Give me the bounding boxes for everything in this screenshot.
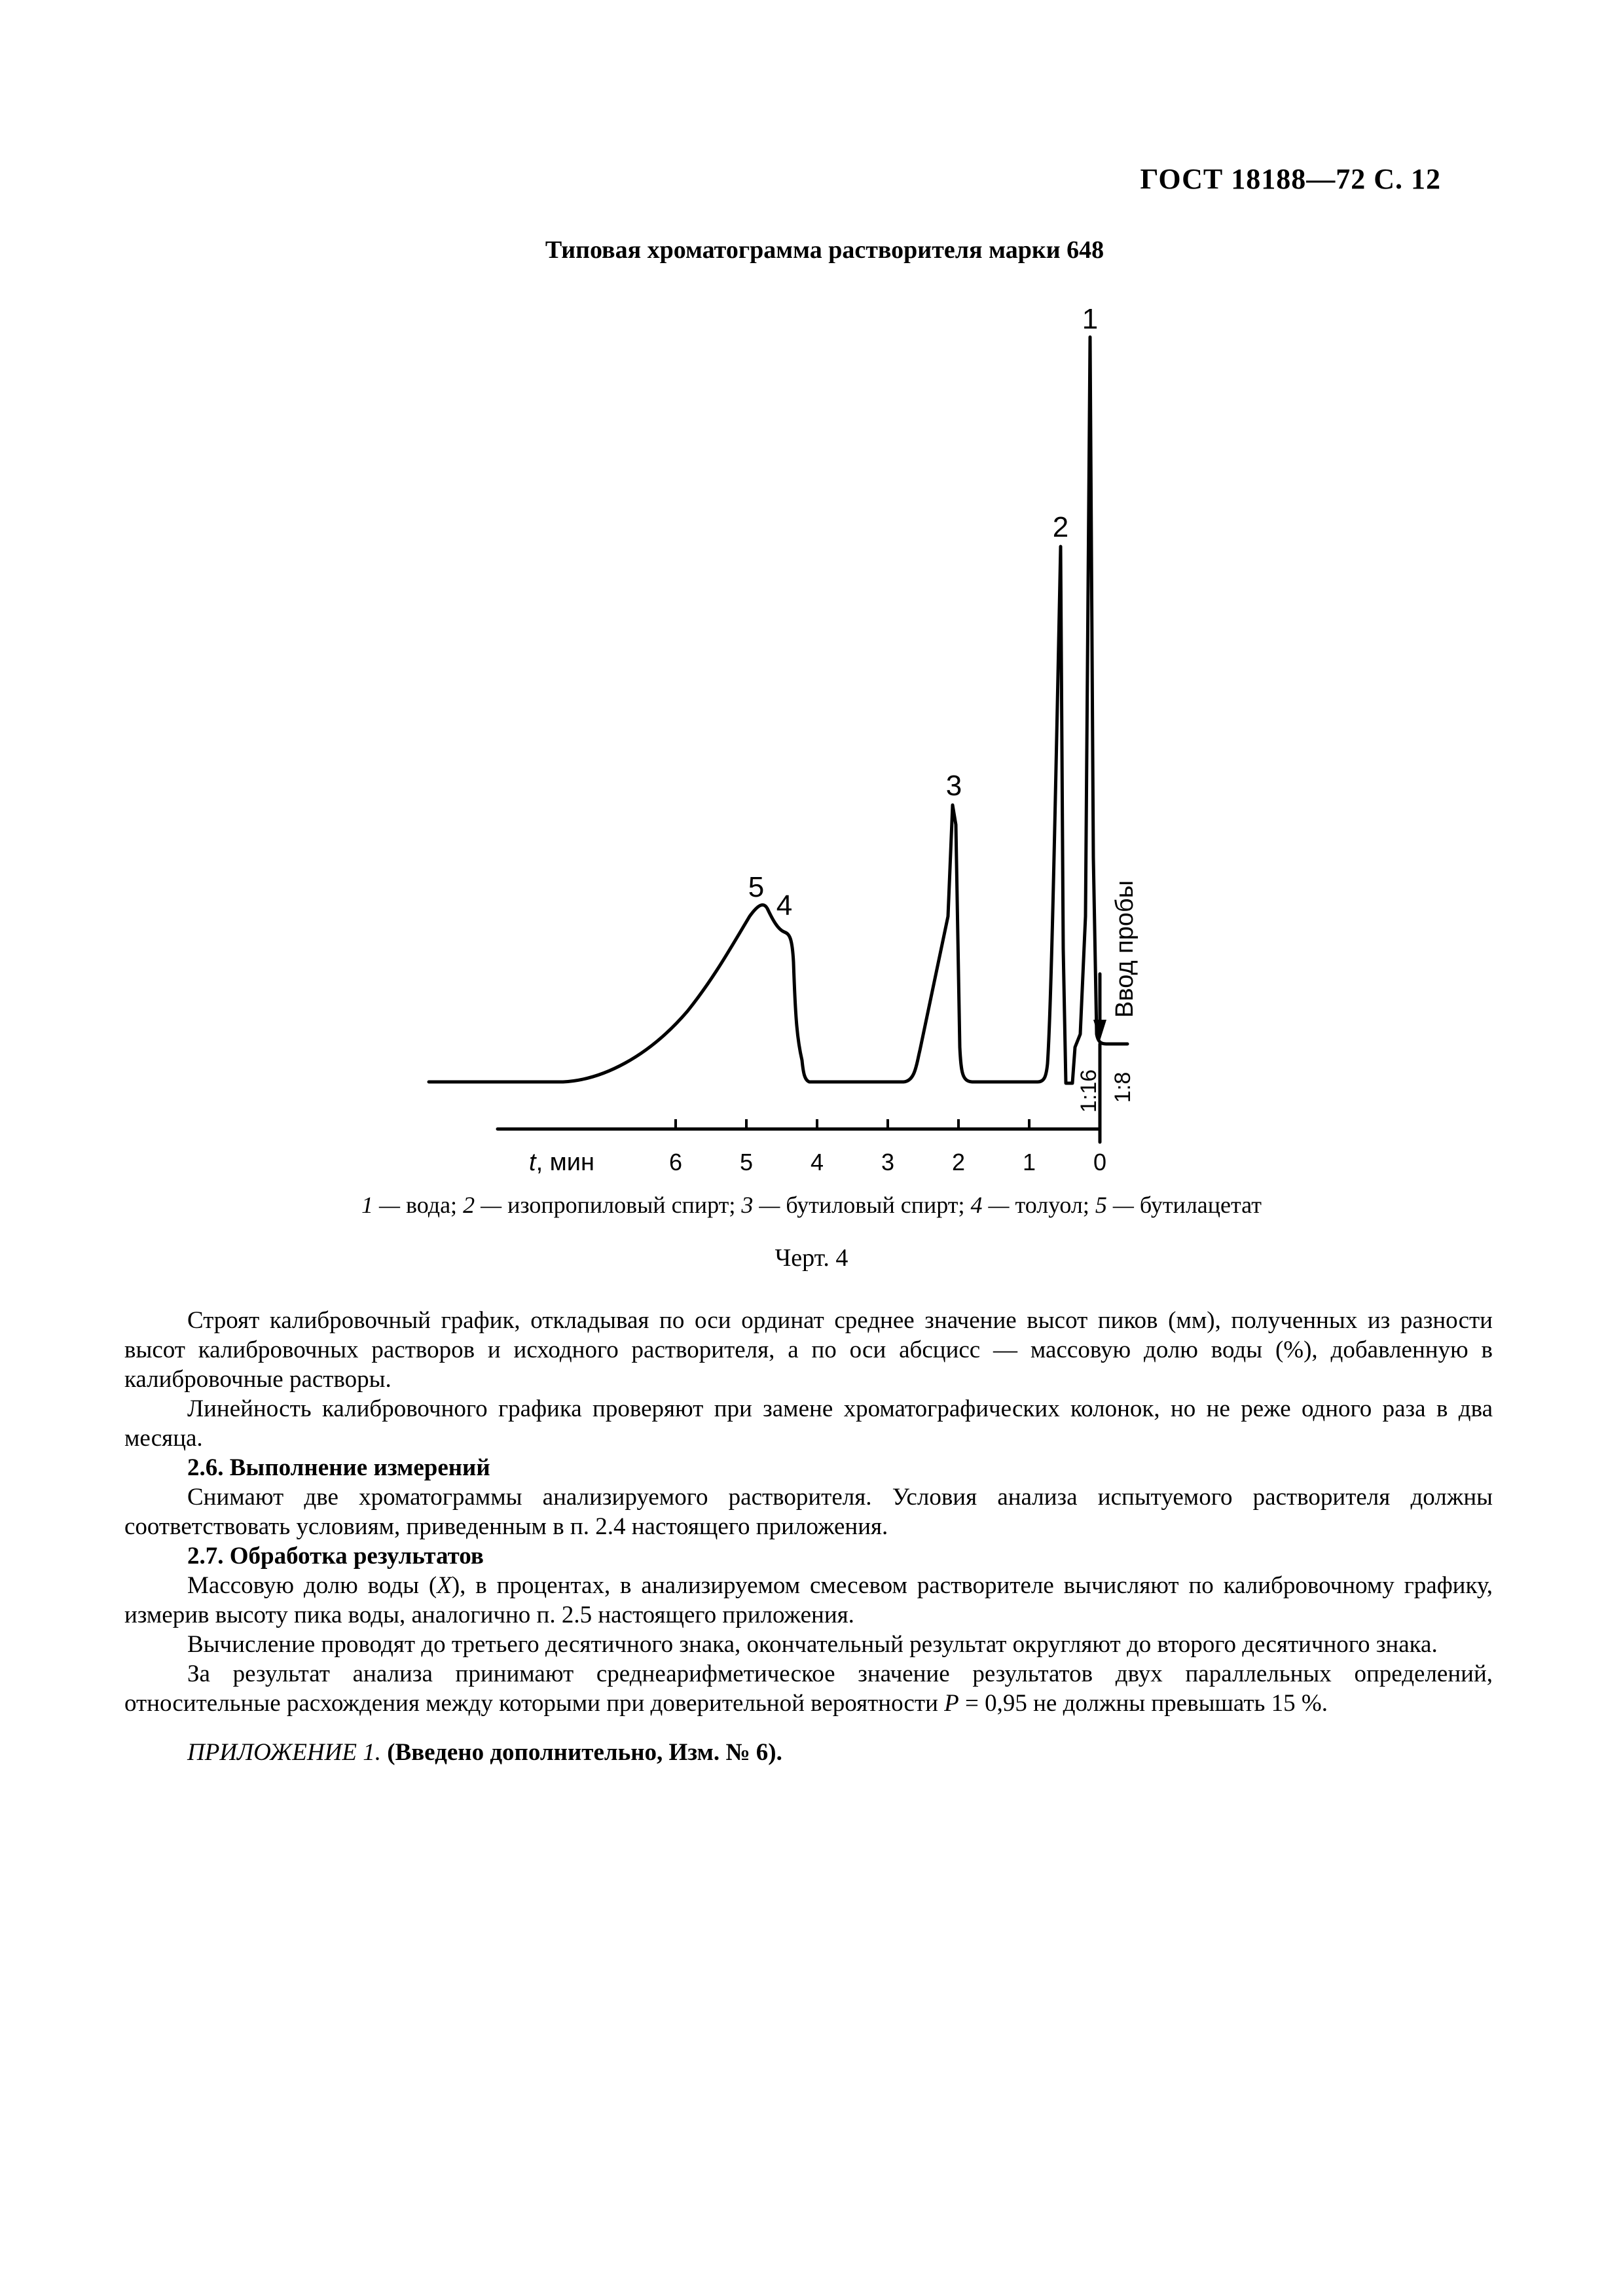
chromatogram-chart: [393, 288, 1178, 1178]
paragraph-1: Строят калибровочный график, откладывая по оси ординат среднее значение высот пиков (мм), полученных из разности высот калибровочных растворов и исходного растворителя, а по оси абсцисс — массовую долю воды (%), добавленную в калибровочные растворы.: [124, 1307, 1493, 1393]
peak-label-2: 2: [1052, 511, 1069, 543]
attenuation-label-1-16: 1:16: [1076, 1069, 1101, 1113]
p6-part-b: = 0,95 не должны превышать 15 %.: [958, 1690, 1328, 1717]
p4-variable: X: [437, 1572, 452, 1599]
section-heading-2-7: 2.7. Обработка результатов: [187, 1543, 484, 1570]
figure-legend: [0, 1191, 1623, 1219]
appendix-note: [124, 1738, 1493, 1767]
peak-label-5: 5: [748, 871, 765, 903]
paragraph-3: Снимают две хроматограммы анализируемого растворителя. Условия анализа испытуемого растворителя должны соответствовать условиям, приведенным в п. 2.4 настоящего приложения.: [124, 1484, 1493, 1540]
attenuation-label-1-8: 1:8: [1110, 1071, 1135, 1103]
figure-caption: Черт. 4: [775, 1244, 848, 1272]
x-tick-labels: [669, 1149, 1106, 1175]
injection-label: Ввод пробы: [1111, 880, 1139, 1018]
paragraph-4: [124, 1571, 1493, 1630]
legend-item-5: 5 — бутилацетат: [1095, 1192, 1262, 1218]
p4-part-b: ), в процентах, в анализируемом смесевом растворителе вычисляют по калибровочному графику, измерив высоту пика воды, аналогично п. 2.5 настоящего приложения.: [124, 1572, 1493, 1628]
paragraph-6: [124, 1659, 1493, 1718]
x-tick-label-5: 5: [739, 1149, 754, 1175]
appendix-amendment: (Введено дополнительно, Изм. № 6).: [387, 1739, 782, 1766]
appendix-label: ПРИЛОЖЕНИЕ 1.: [187, 1739, 381, 1766]
legend-item-1: 1 — вода;: [361, 1192, 464, 1218]
x-tick-label-3: 3: [881, 1149, 895, 1175]
paragraph-5: Вычисление проводят до третьего десятичного знака, окончательный результат округляют до второго десятичного знака.: [187, 1631, 1438, 1658]
x-tick-label-2: 2: [951, 1149, 966, 1175]
chromatogram-trace: [429, 337, 1127, 1083]
x-axis-title: t, мин: [529, 1149, 595, 1176]
p6-part-a: За результат анализа принимают среднеарифметическое значение результатов двух параллельных определений, относительные расхождения между которыми при доверительной вероятности: [124, 1660, 1493, 1717]
figure-title-text: Типовая хроматограмма растворителя марки 648: [545, 236, 1104, 264]
peak-label-4: 4: [776, 889, 793, 922]
section-heading-2-6: 2.6. Выполнение измерений: [187, 1454, 490, 1481]
x-tick-label-4: 4: [810, 1149, 824, 1175]
x-tick-label-0: 0: [1093, 1149, 1107, 1175]
legend-item-2: 2 — изопропиловый спирт;: [463, 1192, 742, 1218]
x-axis-unit: , мин: [536, 1149, 595, 1176]
p4-part-a: Массовую долю воды (: [187, 1572, 437, 1599]
legend-item-4: 4 — толуол;: [970, 1192, 1095, 1218]
p6-variable: P: [944, 1690, 959, 1717]
figure-title: [0, 236, 1623, 264]
paragraph-2: Линейность калибровочного графика проверяют при замене хроматографических колонок, но не реже одного раза в два месяца.: [124, 1395, 1493, 1452]
page-header: ГОСТ 18188—72 С. 12: [1140, 163, 1441, 195]
body-text: [124, 1306, 1493, 1767]
x-tick-label-6: 6: [668, 1149, 683, 1175]
peak-label-1: 1: [1082, 303, 1099, 335]
legend-item-3: 3 — бутиловый спирт;: [741, 1192, 971, 1218]
x-tick-label-1: 1: [1022, 1149, 1036, 1175]
peak-label-3: 3: [945, 770, 962, 802]
